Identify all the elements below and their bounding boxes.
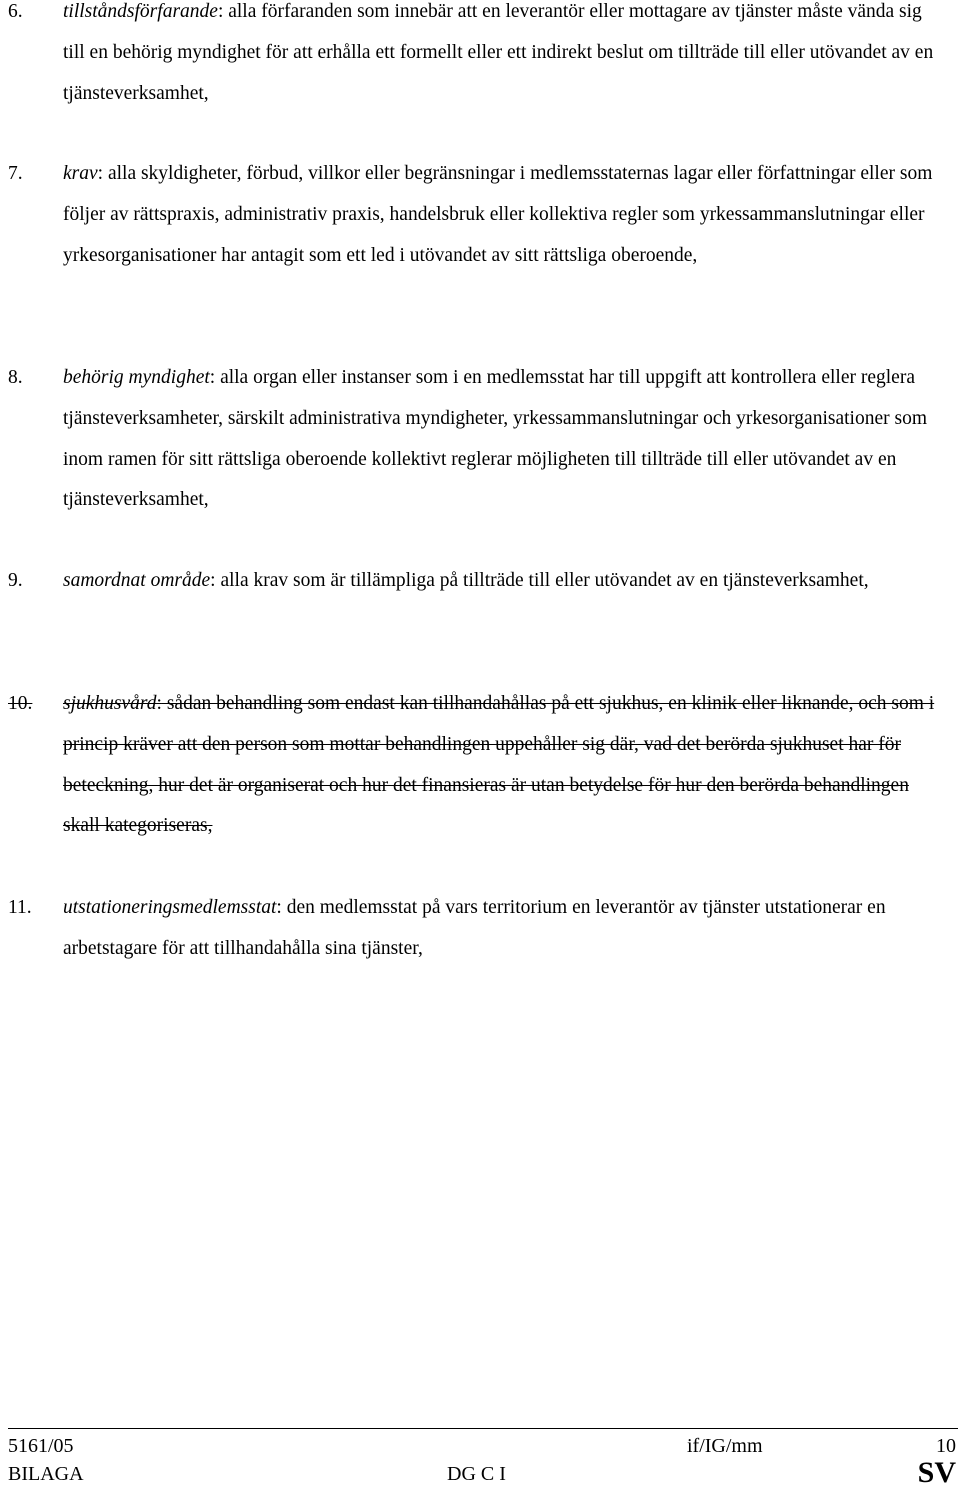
- definition-8: [0, 358, 945, 521]
- definition-body: utstationeringsmedlemsstat: den medlemsstat på vars territorium en leverantör av tjänster utstationerar en arbetstagare för att tillhandahålla sina tjänster,: [63, 897, 886, 959]
- definition-number: 9.: [8, 570, 23, 591]
- definition-body: sjukhusvård: sådan behandling som endast kan tillhandahållas på ett sjukhus, en klinik eller liknande, och som i princip kräver att den person som mottar behandlingen uppehåller sig där, vad det berörda sjukhuset har för beteckning, hur det är organiserat och hur det finansieras är utan betydelse för hur den berörda behandlingen skall kategoriseras,: [63, 693, 935, 837]
- definition-number: 8.: [8, 367, 23, 388]
- definition-10-deleted: [0, 684, 945, 847]
- definition-text: alla förfaranden som innebär att en leverantör eller mottagare av tjänster måste vända sig till en behörig myndighet för att erhålla ett formellt eller ett indirekt beslut om tillträde till eller utövandet av en tjänsteverksamhet,: [63, 1, 934, 104]
- footer-annex-label: BILAGA: [8, 1463, 84, 1485]
- definition-body: behörig myndighet: alla organ eller instanser som i en medlemsstat har till uppgift att kontrollera eller reglera tjänsteverksamheter, särskilt administrativa myndigheter, yrkessammanslutningar och yrkesorganisationer som inom ramen för sitt rättsliga oberoende kollektivt reglerar möjligheten till tillträde till eller utövandet av en tjänsteverksamhet,: [63, 367, 927, 511]
- definition-term: sjukhusvård: [63, 693, 157, 714]
- definition-text: alla skyldigheter, förbud, villkor eller begränsningar i medlemsstaternas lagar eller författningar eller som följer av rättspraxis, administrativ praxis, handelsbruk eller kollektiva regler som yrkessammanslutningar eller yrkesorganisationer har antagit som ett led i utövandet av sitt rättsliga oberoende,: [63, 163, 933, 266]
- footer-page-number: 10: [936, 1435, 956, 1457]
- definition-term: samordnat område: [63, 570, 211, 591]
- definition-body: krav: alla skyldigheter, förbud, villkor eller begränsningar i medlemsstaternas lagar eller författningar eller som följer av rättspraxis, administrativ praxis, handelsbruk eller kollektiva regler som yrkessammanslutningar eller yrkesorganisationer har antagit som ett led i utövandet av sitt rättsliga oberoende,: [63, 163, 933, 266]
- definition-number: 11.: [8, 897, 32, 918]
- definition-term: krav: [63, 163, 98, 184]
- footer-divider: [8, 1428, 958, 1429]
- definition-term: tillståndsförfarande: [63, 1, 218, 22]
- definition-number: 7.: [8, 163, 23, 184]
- definition-9: [0, 561, 945, 602]
- definition-6: [0, 0, 945, 114]
- definition-body: tillståndsförfarande: alla förfaranden som innebär att en leverantör eller mottagare av tjänster måste vända sig till en behörig myndighet för att erhålla ett formellt eller ett indirekt beslut om tillträde till eller utövandet av en tjänsteverksamhet,: [63, 1, 934, 104]
- definition-11: [0, 888, 945, 970]
- definition-term: utstationeringsmedlemsstat: [63, 897, 277, 918]
- definition-number: 6.: [8, 1, 23, 22]
- footer-initials: if/IG/mm: [687, 1435, 763, 1457]
- footer-language-code: SV: [917, 1456, 956, 1489]
- footer-doc-number: 5161/05: [8, 1435, 74, 1457]
- definition-term: behörig myndighet: [63, 367, 210, 388]
- definition-number: 10.: [8, 693, 33, 714]
- definition-body: samordnat område: alla krav som är tillämpliga på tillträde till eller utövandet av en tjänsteverksamhet,: [63, 570, 869, 591]
- definition-text: alla organ eller instanser som i en medlemsstat har till uppgift att kontrollera eller reglera tjänsteverksamheter, särskilt administrativa myndigheter, yrkessammanslutningar och yrkesorganisationer som inom ramen för sitt rättsliga oberoende kollektivt reglerar möjligheten till tillträde till eller utövandet av en tjänsteverksamhet,: [63, 367, 927, 511]
- definition-text: alla krav som är tillämpliga på tillträde till eller utövandet av en tjänsteverksamhet,: [215, 570, 869, 591]
- definition-text: den medlemsstat på vars territorium en leverantör av tjänster utstationerar en arbetstagare för att tillhandahålla sina tjänster,: [63, 897, 886, 959]
- definition-7: [0, 154, 945, 276]
- definition-text: sådan behandling som endast kan tillhandahållas på ett sjukhus, en klinik eller liknande, och som i princip kräver att den person som mottar behandlingen uppehåller sig där, vad det berörda sjukhuset har för beteckning, hur det är organiserat och hur det finansieras är utan betydelse för hur den berörda behandlingen skall kategoriseras,: [63, 693, 935, 837]
- footer-dg: DG C I: [447, 1463, 506, 1485]
